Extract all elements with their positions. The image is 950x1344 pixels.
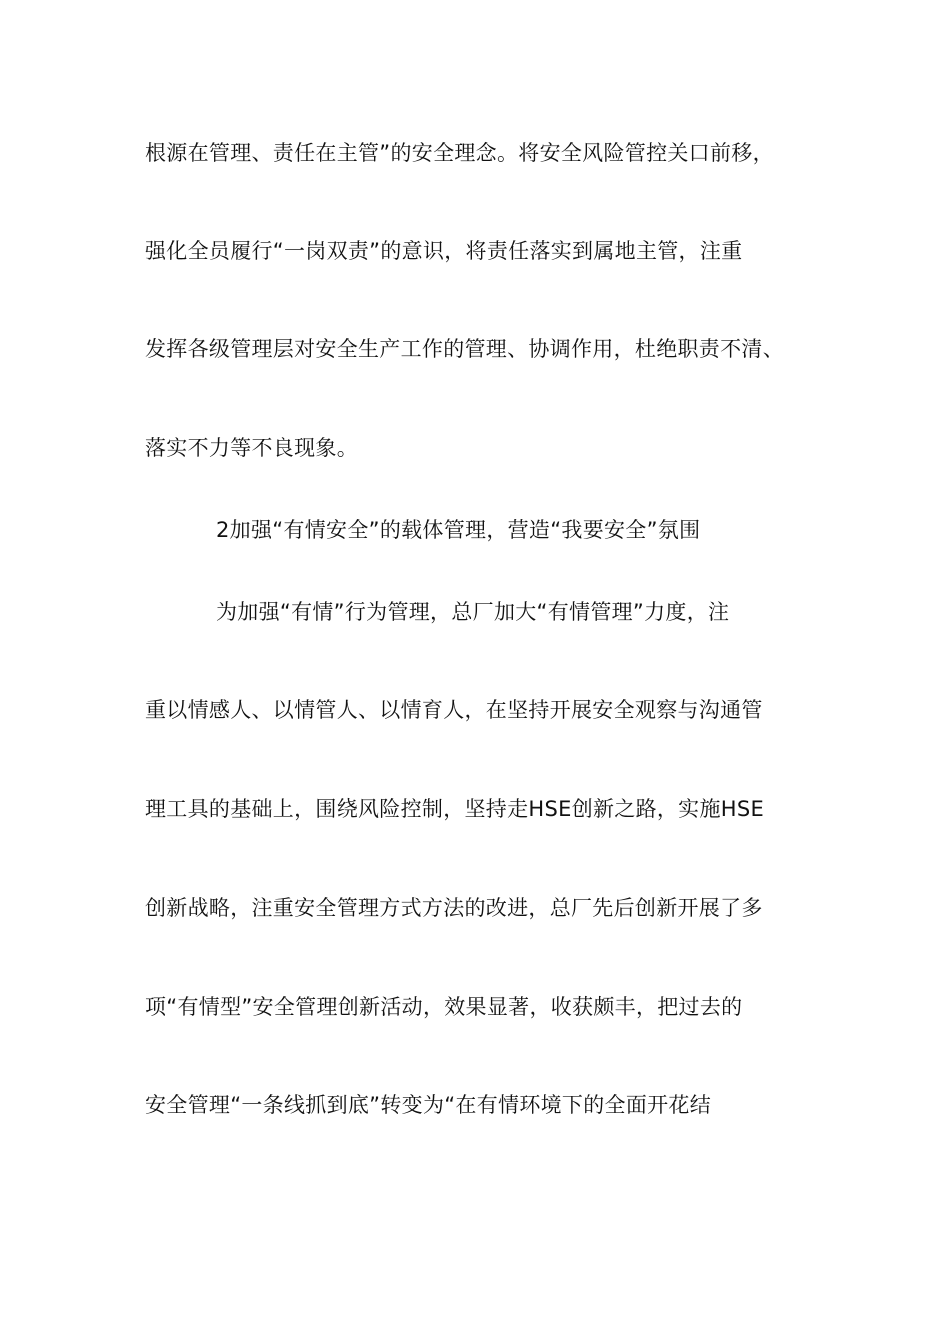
paragraph-line: 项“有情型”安全管理创新活动，效果显著，收获颇丰，把过去的 [145, 995, 743, 1019]
section-heading: 2加强“有情安全”的载体管理，营造“我要安全”氛围 [216, 518, 701, 542]
paragraph-line: 发挥各级管理层对安全生产工作的管理、协调作用，杜绝职责不清、 [145, 337, 784, 361]
paragraph-line: 根源在管理、责任在主管”的安全理念。将安全风险管控关口前移， [145, 141, 774, 165]
paragraph-line: 强化全员履行“一岗双责”的意识，将责任落实到属地主管，注重 [145, 239, 743, 263]
paragraph-line: 创新战略，注重安全管理方式方法的改进，总厂先后创新开展了多 [145, 896, 763, 920]
paragraph-line: 落实不力等不良现象。 [145, 436, 358, 460]
paragraph-line: 为加强“有情”行为管理，总厂加大“有情管理”力度，注 [216, 600, 730, 624]
paragraph-line: 理工具的基础上，围绕风险控制，坚持走HSE创新之路，实施HSE [145, 797, 765, 821]
paragraph-line: 安全管理“一条线抓到底”转变为“在有情环境下的全面开花结 [145, 1093, 712, 1117]
paragraph-line: 重以情感人、以情管人、以情育人，在坚持开展安全观察与沟通管 [145, 698, 763, 722]
